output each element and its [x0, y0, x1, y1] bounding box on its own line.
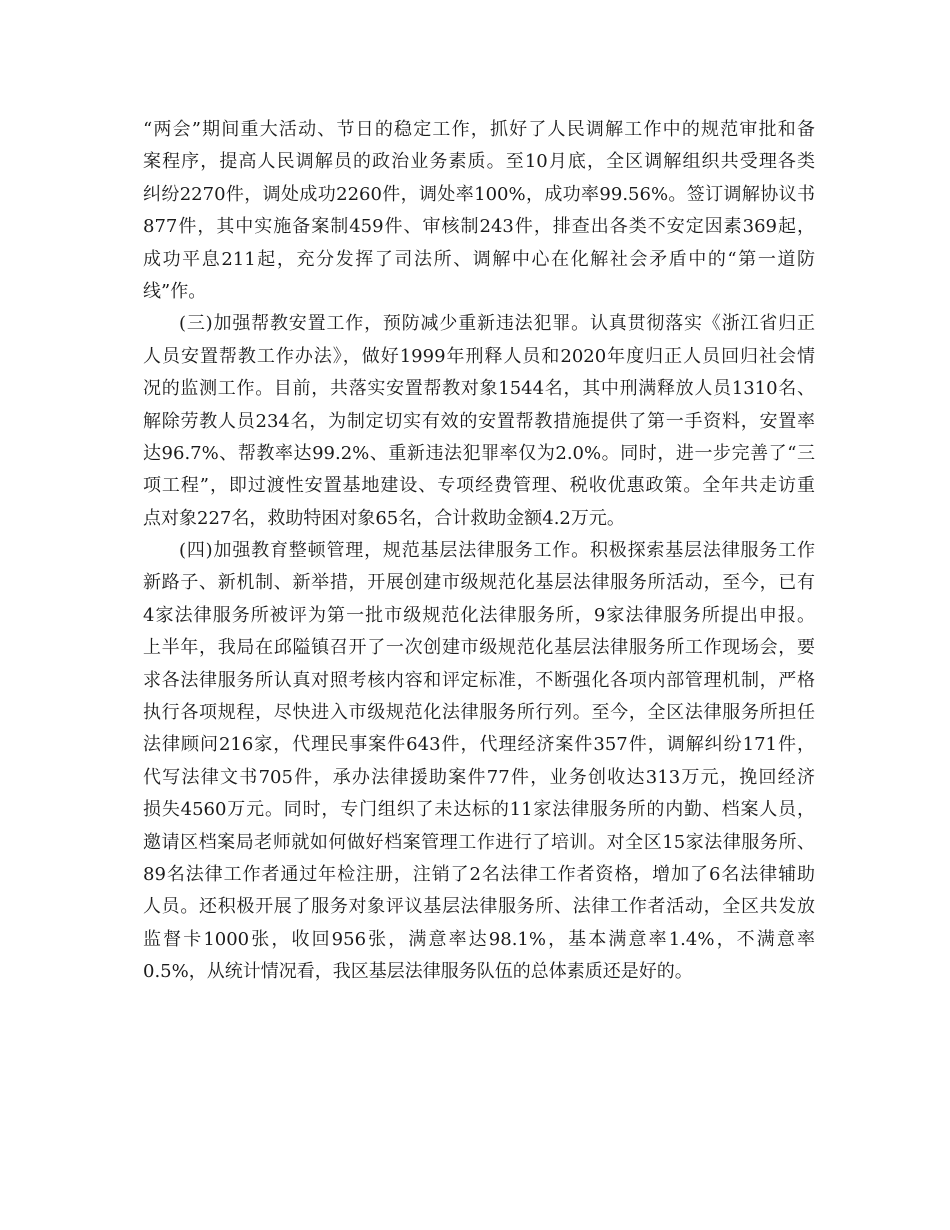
- text-line: 监督卡1000张，收回956张，满意率达98.1%，基本满意率1.4%，不满意率: [143, 928, 815, 950]
- text-line: 点对象227名，救助特困对象65名，合计救助金额4.2万元。: [143, 507, 625, 529]
- text-line: 877件，其中实施备案制459件、审核制243件，排查出各类不安定因素369起，: [143, 216, 815, 238]
- document-body: [143, 114, 815, 989]
- text-line: 求各法律服务所认真对照考核内容和评定标准，不断强化各项内部管理机制，严格: [143, 669, 815, 691]
- text-line: (三)加强帮教安置工作，预防减少重新违法犯罪。认真贯彻落实《浙江省归正: [179, 313, 815, 335]
- text-line: 上半年，我局在邱隘镇召开了一次创建市级规范化基层法律服务所工作现场会，要: [143, 637, 815, 659]
- text-line: 人员安置帮教工作办法》，做好1999年刑释人员和2020年度归正人员回归社会情: [143, 345, 815, 367]
- text-line: 案程序，提高人民调解员的政治业务素质。至10月底，全区调解组织共受理各类: [143, 151, 815, 173]
- text-line: 新路子、新机制、新举措，开展创建市级规范化基层法律服务所活动，至今，已有: [143, 572, 815, 594]
- paragraph: [143, 114, 815, 308]
- text-line: 线”作。: [143, 280, 207, 302]
- paragraph: [143, 535, 815, 988]
- text-line: 成功平息211起，充分发挥了司法所、调解中心在化解社会矛盾中的“第一道防: [143, 248, 815, 270]
- text-line: 纠纷2270件，调处成功2260件，调处率100%，成功率99.56%。签订调解协议书: [143, 183, 815, 205]
- text-line: (四)加强教育整顿管理，规范基层法律服务工作。积极探索基层法律服务工作: [179, 540, 815, 562]
- text-line: 0.5%，从统计情况看，我区基层法律服务队伍的总体素质还是好的。: [143, 961, 693, 983]
- text-line: 况的监测工作。目前，共落实安置帮教对象1544名，其中刑满释放人员1310名、: [143, 378, 815, 400]
- text-line: 执行各项规程，尽快进入市级规范化法律服务所行列。至今，全区法律服务所担任: [143, 702, 815, 724]
- text-line: 邀请区档案局老师就如何做好档案管理工作进行了培训。对全区15家法律服务所、: [143, 831, 815, 853]
- text-line: 项工程”，即过渡性安置基地建设、专项经费管理、税收优惠政策。全年共走访重: [143, 475, 815, 497]
- text-line: 解除劳教人员234名，为制定切实有效的安置帮教措施提供了第一手资料，安置率: [143, 410, 815, 432]
- text-line: 人员。还积极开展了服务对象评议基层法律服务所、法律工作者活动，全区共发放: [143, 896, 815, 918]
- text-line: 损失4560万元。同时，专门组织了未达标的11家法律服务所的内勤、档案人员，: [143, 799, 815, 821]
- paragraph: [143, 308, 815, 535]
- text-line: 4家法律服务所被评为第一批市级规范化法律服务所，9家法律服务所提出申报。: [143, 604, 815, 626]
- text-line: 代写法律文书705件，承办法律援助案件77件，业务创收达313万元，挽回经济: [143, 766, 815, 788]
- text-line: 达96.7%、帮教率达99.2%、重新违法犯罪率仅为2.0%。同时，进一步完善了“三: [143, 442, 815, 464]
- text-line: 法律顾问216家，代理民事案件643件，代理经济案件357件，调解纠纷171件，: [143, 734, 815, 756]
- text-line: “两会”期间重大活动、节日的稳定工作，抓好了人民调解工作中的规范审批和备: [143, 119, 815, 140]
- text-line: 89名法律工作者通过年检注册，注销了2名法律工作者资格，增加了6名法律辅助: [143, 863, 815, 885]
